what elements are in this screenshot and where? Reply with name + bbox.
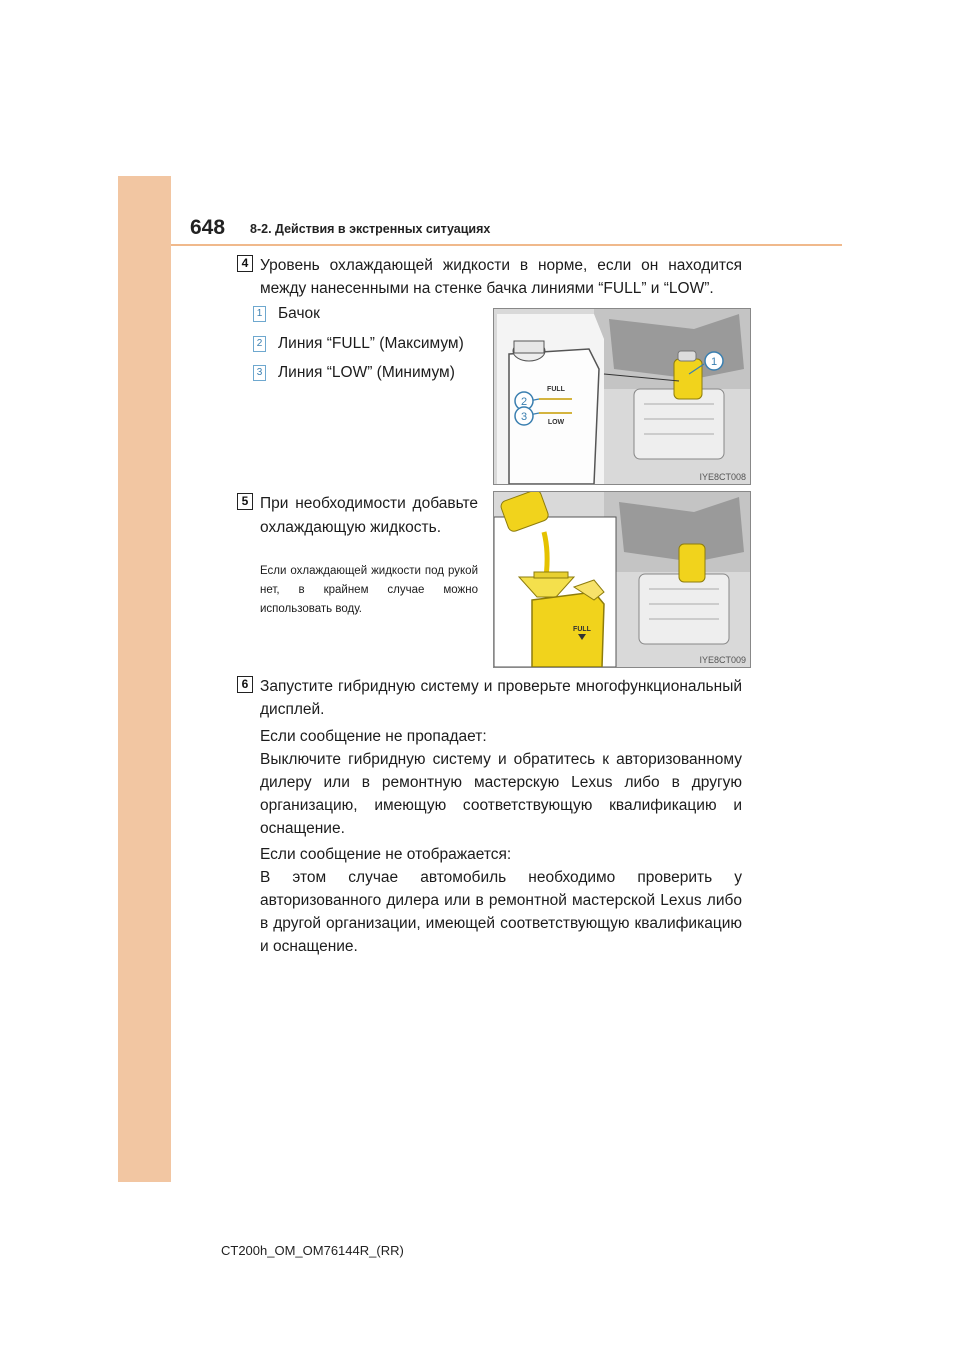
step-6-text: Запустите гибридную систему и проверьте многофункциональный дисплей.: [260, 678, 742, 718]
document-code: CT200h_OM_OM76144R_(RR): [221, 1243, 404, 1258]
callout-3: 3: [520, 411, 528, 423]
callout-2: 2: [520, 396, 528, 408]
header-divider: [171, 244, 842, 246]
case-2-action: В этом случае автомобиль необходимо проверить у авторизованного дилера или в ремонтной мастерской Lexus либо в другой организации, имеющей соответствующую квалификацию и оснащение.: [260, 869, 742, 955]
refill-illustration: [494, 492, 750, 667]
case-2-condition: Если сообщение не отображается:: [260, 846, 512, 863]
step-5-badge: 5: [237, 493, 253, 510]
figure-code-2: IYE8CT009: [699, 655, 746, 665]
step-6-badge: 6: [237, 676, 253, 693]
legend-1-number: 1: [253, 306, 266, 322]
legend-2-number: 2: [253, 336, 266, 352]
step-4-badge: 4: [237, 255, 253, 272]
full-mark-label-2: FULL: [573, 626, 591, 633]
case-1-condition: Если сообщение не пропадает:: [260, 728, 487, 745]
figure-code-1: IYE8CT008: [699, 472, 746, 482]
legend-3-label: Линия “LOW” (Минимум): [278, 364, 455, 381]
low-mark-label: LOW: [547, 419, 565, 426]
legend-3-number: 3: [253, 365, 266, 381]
page-side-tab: [118, 176, 171, 1182]
step-5-note: Если охлаждающей жидкости под рукой нет, в крайнем случае можно использовать воду.: [260, 565, 478, 615]
full-mark-label: FULL: [547, 386, 565, 393]
section-title: 8-2. Действия в экстренных ситуациях: [250, 222, 491, 236]
step-5-text: При необходимости добавьте охлаждающую жидкость.: [260, 495, 478, 536]
step-4-text: Уровень охлаждающей жидкости в норме, если он находится между нанесенными на стенке бачка линиями “FULL” и “LOW”.: [260, 257, 742, 297]
legend-1-label: Бачок: [278, 305, 320, 322]
coolant-reservoir-figure: [493, 308, 751, 485]
callout-1: 1: [710, 356, 718, 368]
refill-coolant-figure: [493, 491, 751, 668]
engine-bay-illustration: [494, 309, 750, 484]
case-1-action: Выключите гибридную систему и обратитесь к авторизованному дилеру или в ремонтную мастерскую Lexus либо в другую организацию, имеющую соответствующую квалификацию и оснащение.: [260, 751, 742, 837]
page-number: 648: [190, 216, 226, 239]
legend-2-label: Линия “FULL” (Максимум): [278, 335, 464, 352]
